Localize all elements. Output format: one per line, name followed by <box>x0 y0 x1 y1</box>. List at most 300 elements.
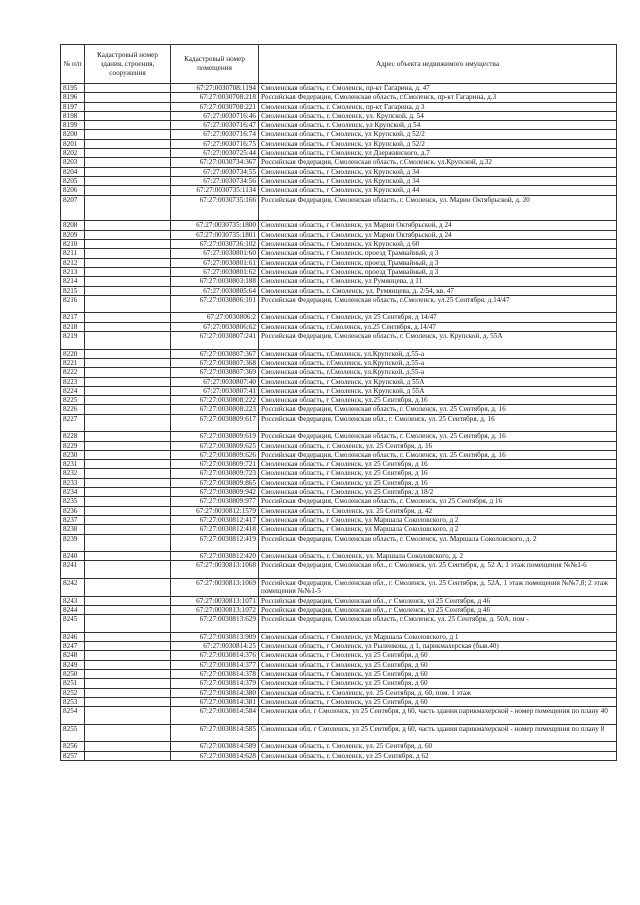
address-cell: Смоленская область, г Смоленск, проезд Трамвайный, д 3 <box>259 267 617 276</box>
premise-cadastral-cell: 67:27:0030812:419 <box>171 534 259 552</box>
row-number-cell: 8222 <box>61 368 85 377</box>
building-cadastral-cell <box>85 561 171 579</box>
address-cell: Российская Федерация, Смоленская область, г. Смоленск, ул. 25 Сентября, д. 16 <box>259 450 617 459</box>
address-cell: Российская Федерация, Смоленская область, г. Смоленск, ул. Крупской, д. 55А <box>259 332 617 350</box>
table-header-row <box>61 45 617 84</box>
premise-cadastral-cell: 67:27:0030809:625 <box>171 441 259 450</box>
table-row <box>61 332 617 350</box>
building-cadastral-cell <box>85 751 171 760</box>
building-cadastral-cell <box>85 432 171 441</box>
address-cell: Смоленская область, г Смоленск, ул 25 Сентября, д 16 <box>259 478 617 487</box>
row-number-cell: 8219 <box>61 332 85 350</box>
row-number-cell: 8211 <box>61 249 85 258</box>
building-cadastral-cell <box>85 642 171 651</box>
row-number-cell: 8202 <box>61 149 85 158</box>
building-cadastral-cell <box>85 478 171 487</box>
premise-cadastral-cell: 67:27:0030812:417 <box>171 515 259 524</box>
row-number-cell: 8204 <box>61 167 85 176</box>
address-cell: Смоленская область, г.Смоленск, ул.25 Сентября, д.14/47 <box>259 322 617 331</box>
building-cadastral-cell <box>85 534 171 552</box>
building-cadastral-cell <box>85 377 171 386</box>
table-row <box>61 724 617 742</box>
premise-cadastral-cell: 67:27:0030734:55 <box>171 167 259 176</box>
premise-cadastral-cell: 67:27:0030809:721 <box>171 460 259 469</box>
address-cell: Смоленская область, г Смоленск, ул Крупской, д 34 <box>259 167 617 176</box>
table-row <box>61 230 617 239</box>
table-row <box>61 167 617 176</box>
row-number-cell: 8224 <box>61 386 85 395</box>
row-number-cell: 8238 <box>61 525 85 534</box>
building-cadastral-cell <box>85 102 171 111</box>
address-cell: Российская Федерация, Смоленская область, г. Смоленск, ул. 25 Сентября, д. 16 <box>259 405 617 414</box>
building-cadastral-cell <box>85 386 171 395</box>
address-cell: Смоленская область, г Смоленск, ул Марии Октябрьской, д 24 <box>259 230 617 239</box>
table-row <box>61 139 617 148</box>
premise-cadastral-cell: 67:27:0030814:378 <box>171 670 259 679</box>
premise-cadastral-cell: 67:27:0030807:40 <box>171 377 259 386</box>
header-building-cadastral: Кадастровый номер здания, строения, сооружения <box>85 45 171 84</box>
building-cadastral-cell <box>85 469 171 478</box>
table-row <box>61 534 617 552</box>
row-number-cell: 8233 <box>61 478 85 487</box>
table-row <box>61 707 617 725</box>
table-row <box>61 267 617 276</box>
row-number-cell: 8209 <box>61 230 85 239</box>
header-address: Адрес объекта недвижимого имущества <box>259 45 617 84</box>
building-cadastral-cell <box>85 515 171 524</box>
building-cadastral-cell <box>85 258 171 267</box>
row-number-cell: 8237 <box>61 515 85 524</box>
premise-cadastral-cell: 67:27:0030813:629 <box>171 615 259 633</box>
building-cadastral-cell <box>85 488 171 497</box>
table-row <box>61 651 617 660</box>
row-number-cell: 8203 <box>61 158 85 167</box>
address-cell: Смоленская область, г Смоленск, ул Крупской, д 60 <box>259 240 617 249</box>
address-cell: Смоленская область, г. Смоленск, пр-кт Гагарина, д. 47 <box>259 84 617 93</box>
table-row <box>61 525 617 534</box>
row-number-cell: 8218 <box>61 322 85 331</box>
address-cell: Смоленская область, г. Смоленск, ул 25 Сентября, д 62 <box>259 751 617 760</box>
building-cadastral-cell <box>85 414 171 432</box>
premise-cadastral-cell: 67:27:0030814:585 <box>171 724 259 742</box>
premise-cadastral-cell: 67:27:0030814:381 <box>171 697 259 706</box>
table-row <box>61 322 617 331</box>
premise-cadastral-cell: 67:27:0030806:2 <box>171 313 259 322</box>
address-cell: Российская Федерация, Смоленская область, г. Смоленск, ул. Маршала Соколовского, д. 2 <box>259 534 617 552</box>
table-row <box>61 561 617 579</box>
address-cell: Смоленская область, г Смоленск, ул 25 Сентября, д 14/47 <box>259 313 617 322</box>
premise-cadastral-cell: 67:27:0030809:626 <box>171 450 259 459</box>
row-number-cell: 8242 <box>61 579 85 597</box>
row-number-cell: 8206 <box>61 186 85 195</box>
table-row <box>61 84 617 93</box>
building-cadastral-cell <box>85 579 171 597</box>
row-number-cell: 8226 <box>61 405 85 414</box>
row-number-cell: 8215 <box>61 286 85 295</box>
table-row <box>61 277 617 286</box>
premise-cadastral-cell: 67:27:0030809:619 <box>171 432 259 441</box>
table-row <box>61 497 617 506</box>
address-cell: Российская Федерация, Смоленская обл., г Смоленск, ул 25 Сентября, д 46 <box>259 596 617 605</box>
building-cadastral-cell <box>85 221 171 230</box>
row-number-cell: 8208 <box>61 221 85 230</box>
address-cell: Смоленская область, г Смоленск, ул 25 Сентября, д 16 <box>259 469 617 478</box>
row-number-cell: 8256 <box>61 742 85 751</box>
building-cadastral-cell <box>85 130 171 139</box>
row-number-cell: 8246 <box>61 632 85 641</box>
table-row <box>61 186 617 195</box>
building-cadastral-cell <box>85 651 171 660</box>
table-row <box>61 158 617 167</box>
table-row <box>61 111 617 120</box>
premise-cadastral-cell: 67:27:0030813:909 <box>171 632 259 641</box>
row-number-cell: 8248 <box>61 651 85 660</box>
building-cadastral-cell <box>85 525 171 534</box>
row-number-cell: 8223 <box>61 377 85 386</box>
premise-cadastral-cell: 67:27:0030813:1069 <box>171 579 259 597</box>
table-row <box>61 221 617 230</box>
building-cadastral-cell <box>85 605 171 614</box>
premise-cadastral-cell: 67:27:0030708:221 <box>171 102 259 111</box>
building-cadastral-cell <box>85 322 171 331</box>
premise-cadastral-cell: 67:27:0030807:241 <box>171 332 259 350</box>
address-cell: Смоленская область, г. Смоленск, ул. 25 Сентября, д. 60 <box>259 742 617 751</box>
premise-cadastral-cell: 67:27:0030813:1068 <box>171 561 259 579</box>
premise-cadastral-cell: 67:27:0030708:1194 <box>171 84 259 93</box>
building-cadastral-cell <box>85 295 171 313</box>
address-cell: Смоленская область, г. Смоленск, ул. Маршала Соколовского, д. 2 <box>259 552 617 561</box>
address-cell: Российская Федерация, Смоленская область, г.Смоленск, ул. 25 Сентября, д. 50А, пом - <box>259 615 617 633</box>
document-page <box>60 44 616 761</box>
address-cell: Смоленская область, г Смоленск, ул Маршала Соколовского, д 2 <box>259 515 617 524</box>
table-row <box>61 642 617 651</box>
row-number-cell: 8236 <box>61 506 85 515</box>
row-number-cell: 8245 <box>61 615 85 633</box>
table-row <box>61 102 617 111</box>
address-cell: Смоленская область, г Смоленск, проезд Трамвайный, д 3 <box>259 249 617 258</box>
address-cell: Смоленская обл, г Смоленск, ул 25 Сентября, д 60, часть здания парикмахерской - номер помещения по плану 40 <box>259 707 617 725</box>
building-cadastral-cell <box>85 596 171 605</box>
table-row <box>61 149 617 158</box>
building-cadastral-cell <box>85 615 171 633</box>
row-number-cell: 8232 <box>61 469 85 478</box>
address-cell: Смоленская обл, г Смоленск, ул 25 Сентября, д 60, часть здания парикмахерской - номер помещения по плану 8 <box>259 724 617 742</box>
row-number-cell: 8220 <box>61 349 85 358</box>
table-row <box>61 93 617 102</box>
row-number-cell: 8230 <box>61 450 85 459</box>
building-cadastral-cell <box>85 186 171 195</box>
row-number-cell: 8249 <box>61 660 85 669</box>
row-number-cell: 8235 <box>61 497 85 506</box>
building-cadastral-cell <box>85 240 171 249</box>
row-number-cell: 8243 <box>61 596 85 605</box>
address-cell: Смоленская область, г Смоленск, ул 25 Сентября, д 60 <box>259 670 617 679</box>
premise-cadastral-cell: 67:27:0030806:62 <box>171 322 259 331</box>
building-cadastral-cell <box>85 460 171 469</box>
table-row <box>61 688 617 697</box>
row-number-cell: 8197 <box>61 102 85 111</box>
address-cell: Смоленская область, г Смоленск, ул Румянцева, д 11 <box>259 277 617 286</box>
table-row <box>61 195 617 221</box>
building-cadastral-cell <box>85 506 171 515</box>
building-cadastral-cell <box>85 158 171 167</box>
address-cell: Смоленская область, г Смоленск, ул 25 Сентября, д 16 <box>259 460 617 469</box>
premise-cadastral-cell: 67:27:0030735:1801 <box>171 230 259 239</box>
building-cadastral-cell <box>85 349 171 358</box>
row-number-cell: 8199 <box>61 121 85 130</box>
row-number-cell: 8221 <box>61 358 85 367</box>
address-cell: Смоленская область, г Смоленск, ул Маршала Соколовского, д 2 <box>259 525 617 534</box>
premise-cadastral-cell: 67:27:0030809:942 <box>171 488 259 497</box>
table-row <box>61 460 617 469</box>
premise-cadastral-cell: 67:27:0030809:723 <box>171 469 259 478</box>
premise-cadastral-cell: 67:27:0030814:584 <box>171 707 259 725</box>
premise-cadastral-cell: 67:27:0030734:367 <box>171 158 259 167</box>
address-cell: Российская Федерация, Смоленская область, г. Смоленск, ул. 25 Сентября, д. 16 <box>259 432 617 441</box>
table-row <box>61 130 617 139</box>
building-cadastral-cell <box>85 405 171 414</box>
row-number-cell: 8216 <box>61 295 85 313</box>
address-cell: Смоленская область, г Смоленск, ул Маршала Соколовского, д 1 <box>259 632 617 641</box>
table-row <box>61 441 617 450</box>
row-number-cell: 8200 <box>61 130 85 139</box>
premise-cadastral-cell: 67:27:0030813:1071 <box>171 596 259 605</box>
row-number-cell: 8240 <box>61 552 85 561</box>
premise-cadastral-cell: 67:27:0030801:61 <box>171 258 259 267</box>
address-cell: Смоленская область, г Смоленск, ул Марии Октябрьской, д 24 <box>259 221 617 230</box>
table-row <box>61 605 617 614</box>
row-number-cell: 8252 <box>61 688 85 697</box>
premise-cadastral-cell: 67:27:0030809:865 <box>171 478 259 487</box>
table-row <box>61 615 617 633</box>
row-number-cell: 8228 <box>61 432 85 441</box>
address-cell: Смоленская область, г Смоленск, ул Крупской, д 52/2 <box>259 139 617 148</box>
building-cadastral-cell <box>85 697 171 706</box>
row-number-cell: 8195 <box>61 84 85 93</box>
building-cadastral-cell <box>85 286 171 295</box>
premise-cadastral-cell: 67:27:0030812:1579 <box>171 506 259 515</box>
building-cadastral-cell <box>85 230 171 239</box>
building-cadastral-cell <box>85 139 171 148</box>
address-cell: Смоленская область, г Смоленск, ул Крупской, д 44 <box>259 186 617 195</box>
row-number-cell: 8239 <box>61 534 85 552</box>
building-cadastral-cell <box>85 679 171 688</box>
table-row <box>61 386 617 395</box>
building-cadastral-cell <box>85 552 171 561</box>
row-number-cell: 8207 <box>61 195 85 221</box>
table-row <box>61 432 617 441</box>
address-cell: Смоленская область, г.Смоленск, ул.Крупской, д.55-а <box>259 358 617 367</box>
address-cell: Российская Федерация, Смоленская область, г. Смоленск, ул 25 Сентября, д 16 <box>259 497 617 506</box>
address-cell: Российская Федерация, Смоленская обл., г. Смоленск, ул. 25 Сентября, д. 16 <box>259 414 617 432</box>
premise-cadastral-cell: 67:27:0030805:64 <box>171 286 259 295</box>
table-row <box>61 506 617 515</box>
premise-cadastral-cell: 67:27:0030814:589 <box>171 742 259 751</box>
address-cell: Российская Федерация, Смоленская область, г.Смоленск, ул.25 Сентября, д.14/47 <box>259 295 617 313</box>
building-cadastral-cell <box>85 195 171 221</box>
table-row <box>61 488 617 497</box>
table-row <box>61 313 617 322</box>
row-number-cell: 8196 <box>61 93 85 102</box>
table-row <box>61 515 617 524</box>
row-number-cell: 8254 <box>61 707 85 725</box>
row-number-cell: 8241 <box>61 561 85 579</box>
premise-cadastral-cell: 67:27:0030809:617 <box>171 414 259 432</box>
table-row <box>61 349 617 358</box>
address-cell: Смоленская область, г.Смоленск, ул.Крупской, д.55-а <box>259 368 617 377</box>
building-cadastral-cell <box>85 670 171 679</box>
premise-cadastral-cell: 67:27:0030807:368 <box>171 358 259 367</box>
row-number-cell: 8205 <box>61 176 85 185</box>
premise-cadastral-cell: 67:27:0030814:380 <box>171 688 259 697</box>
building-cadastral-cell <box>85 111 171 120</box>
address-cell: Российская Федерация, Смоленская обл., г. Смоленск, ул. 25 Сентября, д. 52 А, 1 этаж помещения №№1-6 <box>259 561 617 579</box>
building-cadastral-cell <box>85 267 171 276</box>
address-cell: Смоленская область, г Смоленск, проезд Трамвайный, д 3 <box>259 258 617 267</box>
table-body <box>61 84 617 761</box>
premise-cadastral-cell: 67:27:0030812:418 <box>171 525 259 534</box>
row-number-cell: 8247 <box>61 642 85 651</box>
table-row <box>61 176 617 185</box>
building-cadastral-cell <box>85 332 171 350</box>
address-cell: Смоленская область, г.Смоленск, ул.Крупской, д.55-а <box>259 349 617 358</box>
building-cadastral-cell <box>85 724 171 742</box>
table-row <box>61 469 617 478</box>
premise-cadastral-cell: 67:27:0030801:62 <box>171 267 259 276</box>
building-cadastral-cell <box>85 176 171 185</box>
premise-cadastral-cell: 67:27:0030813:1072 <box>171 605 259 614</box>
row-number-cell: 8212 <box>61 258 85 267</box>
address-cell: Российская Федерация, Смоленская область, г. Смоленск, ул. Марии Октябрьской, д. 20 <box>259 195 617 221</box>
address-cell: Смоленская область, г. Смоленск, ул. Крупской, д. 54 <box>259 111 617 120</box>
premise-cadastral-cell: 67:27:0030716:46 <box>171 111 259 120</box>
premise-cadastral-cell: 67:27:0030725:44 <box>171 149 259 158</box>
premise-cadastral-cell: 67:27:0030814:377 <box>171 660 259 669</box>
table-row <box>61 670 617 679</box>
premise-cadastral-cell: 67:27:0030808:223 <box>171 405 259 414</box>
table-row <box>61 414 617 432</box>
premise-cadastral-cell: 67:27:0030735:166 <box>171 195 259 221</box>
address-cell: Смоленская область, г. Смоленск, ул. 25 Сентября, д. 60, пом. 1 этаж <box>259 688 617 697</box>
table-row <box>61 679 617 688</box>
table-row <box>61 405 617 414</box>
table-row <box>61 660 617 669</box>
premise-cadastral-cell: 67:27:0030716:74 <box>171 130 259 139</box>
premise-cadastral-cell: 67:27:0030808:222 <box>171 396 259 405</box>
building-cadastral-cell <box>85 707 171 725</box>
building-cadastral-cell <box>85 167 171 176</box>
address-cell: Российская Федерация, Смоленская область, г.Смоленск, ул.Крупской, д.32 <box>259 158 617 167</box>
address-cell: Смоленская область, г Смоленск, ул Крупской, д 55А <box>259 386 617 395</box>
table-row <box>61 249 617 258</box>
row-number-cell: 8257 <box>61 751 85 760</box>
address-cell: Смоленская область, г. Смоленск, ул Крупской, д 54 <box>259 121 617 130</box>
address-cell: Смоленская область, г. Смоленск, ул. 25 Сентября, д. 16 <box>259 441 617 450</box>
building-cadastral-cell <box>85 742 171 751</box>
table-row <box>61 742 617 751</box>
table-row <box>61 358 617 367</box>
building-cadastral-cell <box>85 396 171 405</box>
row-number-cell: 8227 <box>61 414 85 432</box>
address-cell: Смоленская область, г Смоленск, ул.25 Сентября, д.16 <box>259 396 617 405</box>
address-cell: Российская Федерация, Смоленская область, г.Смоленск, пр-кт Гагарина, д.3 <box>259 93 617 102</box>
table-row <box>61 632 617 641</box>
address-cell: Смоленская область, г Смоленск, ул Рыленкова, д 1, парикмахерская (быв.40) <box>259 642 617 651</box>
building-cadastral-cell <box>85 313 171 322</box>
table-row <box>61 240 617 249</box>
address-cell: Смоленская область, г Смоленск, ул 25 Сентября, д 18/2 <box>259 488 617 497</box>
address-cell: Смоленская область, г Смоленск, ул Дзержинского, д.7 <box>259 149 617 158</box>
premise-cadastral-cell: 67:27:0030807:369 <box>171 368 259 377</box>
row-number-cell: 8198 <box>61 111 85 120</box>
address-cell: Смоленская область, г Смоленск, ул 25 Сентября, д 60 <box>259 660 617 669</box>
premise-cadastral-cell: 67:27:0030806:101 <box>171 295 259 313</box>
table-row <box>61 258 617 267</box>
header-premise-cadastral: Кадастровый номер помещения <box>171 45 259 84</box>
building-cadastral-cell <box>85 368 171 377</box>
table-row <box>61 697 617 706</box>
premise-cadastral-cell: 67:27:0030814:379 <box>171 679 259 688</box>
address-cell: Смоленская область, г Смоленск, ул 25 Сентября, д 60 <box>259 679 617 688</box>
address-cell: Смоленская область, г Смоленск, ул Крупской, д 52/2 <box>259 130 617 139</box>
building-cadastral-cell <box>85 450 171 459</box>
building-cadastral-cell <box>85 497 171 506</box>
address-cell: Российская Федерация, Смоленская обл., г. Смоленск, ул. 25 Сентября, д. 52А, 1 этаж помещения №№7,8; 2 этаж помещения №№1-5 <box>259 579 617 597</box>
table-row <box>61 286 617 295</box>
building-cadastral-cell <box>85 632 171 641</box>
table-row <box>61 478 617 487</box>
row-number-cell: 8225 <box>61 396 85 405</box>
premise-cadastral-cell: 67:27:0030809:977 <box>171 497 259 506</box>
building-cadastral-cell <box>85 660 171 669</box>
row-number-cell: 8213 <box>61 267 85 276</box>
building-cadastral-cell <box>85 358 171 367</box>
building-cadastral-cell <box>85 688 171 697</box>
property-registry-table <box>60 44 617 761</box>
building-cadastral-cell <box>85 249 171 258</box>
address-cell: Смоленская область, г Смоленск, ул 25 Сентября, д 60 <box>259 651 617 660</box>
premise-cadastral-cell: 67:27:0030803:188 <box>171 277 259 286</box>
address-cell: Смоленская область, г Смоленск, ул Крупской, д 34 <box>259 176 617 185</box>
address-cell: Смоленская область, г. Смоленск, ул. Румянцева, д. 2/54, кв. 47 <box>259 286 617 295</box>
premise-cadastral-cell: 67:27:0030735:1134 <box>171 186 259 195</box>
table-row <box>61 596 617 605</box>
premise-cadastral-cell: 67:27:0030716:47 <box>171 121 259 130</box>
table-row <box>61 377 617 386</box>
building-cadastral-cell <box>85 93 171 102</box>
premise-cadastral-cell: 67:27:0030814:628 <box>171 751 259 760</box>
row-number-cell: 8244 <box>61 605 85 614</box>
row-number-cell: 8253 <box>61 697 85 706</box>
row-number-cell: 8255 <box>61 724 85 742</box>
address-cell: Смоленская область, г. Смоленск, ул. 25 Сентября, д. 42 <box>259 506 617 515</box>
building-cadastral-cell <box>85 84 171 93</box>
row-number-cell: 8234 <box>61 488 85 497</box>
building-cadastral-cell <box>85 277 171 286</box>
premise-cadastral-cell: 67:27:0030735:1800 <box>171 221 259 230</box>
table-row <box>61 368 617 377</box>
premise-cadastral-cell: 67:27:0030708:218 <box>171 93 259 102</box>
premise-cadastral-cell: 67:27:0030734:56 <box>171 176 259 185</box>
row-number-cell: 8214 <box>61 277 85 286</box>
premise-cadastral-cell: 67:27:0030801:60 <box>171 249 259 258</box>
premise-cadastral-cell: 67:27:0030812:420 <box>171 552 259 561</box>
table-row <box>61 579 617 597</box>
premise-cadastral-cell: 67:27:0030716:75 <box>171 139 259 148</box>
table-row <box>61 396 617 405</box>
row-number-cell: 8217 <box>61 313 85 322</box>
row-number-cell: 8231 <box>61 460 85 469</box>
